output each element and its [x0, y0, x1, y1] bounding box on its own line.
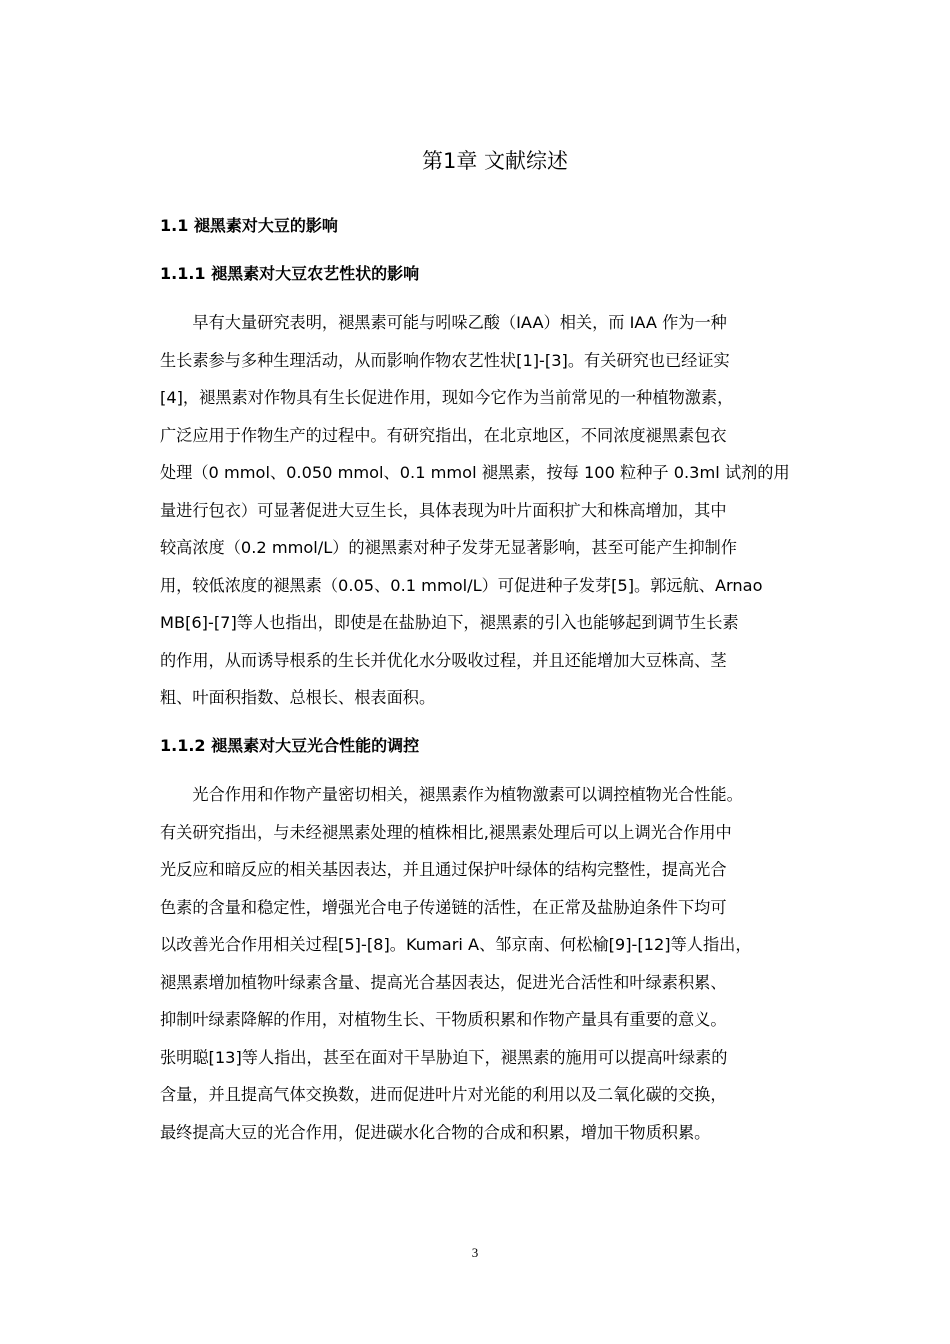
page-number: 3: [471, 1245, 479, 1260]
paragraph-line: 粗、叶面积指数、总根长、根表面积。: [160, 688, 436, 707]
paragraph-line: 褪黑素增加植物叶绿素含量、提高光合基因表达，促进光合活性和叶绿素积累、: [160, 972, 727, 992]
paragraph-line: 广泛应用于作物生产的过程中。有研究指出，在北京地区，不同浓度褪黑素包衣: [160, 425, 727, 445]
paragraph-line: 生长素参与多种生理活动，从而影响作物农艺性状[1]-[3]。有关研究也已经证实: [160, 350, 730, 370]
paragraph-line: 含量，并且提高气体交换数，进而促进叶片对光能的利用以及二氧化碳的交换，: [160, 1085, 727, 1104]
chapter-title: 第1章 文献综述: [421, 149, 569, 173]
paragraph-line: 用，较低浓度的褪黑素（0.05、0.1 mmol/L）可促进种子发芽[5]。郭远航、Arnao: [160, 575, 763, 595]
paragraph-photosynthesis: [160, 776, 840, 1151]
paragraph-line: 光合作用和作物产量密切相关，褪黑素作为植物激素可以调控植物光合性能。: [192, 785, 743, 804]
paragraph-line: 抑制叶绿素降解的作用，对植物生长、干物质积累和作物产量具有重要的意义。: [160, 1010, 727, 1029]
paragraph-line: 早有大量研究表明，褪黑素可能与吲哚乙酸（IAA）相关，而 IAA 作为一种: [192, 313, 727, 332]
paragraph-line: [4]，褪黑素对作物具有生长促进作用，现如今它作为当前常见的一种植物激素，: [160, 388, 734, 407]
paragraph-line: 光反应和暗反应的相关基因表达，并且通过保护叶绿体的结构完整性，提高光合: [160, 860, 727, 879]
paragraph-line: 有关研究指出，与未经褪黑素处理的植株相比,褪黑素处理后可以上调光合作用中: [160, 822, 732, 842]
section-heading-1-1: 1.1 褪黑素对大豆的影响: [160, 216, 338, 235]
paragraph-line: 量进行包衣）可显著促进大豆生长，具体表现为叶片面积扩大和株高增加，其中: [160, 500, 727, 520]
paragraph-agronomic-traits: [160, 304, 840, 717]
paragraph-line: 最终提高大豆的光合作用，促进碳水化合物的合成和积累，增加干物质积累。: [160, 1122, 711, 1142]
paragraph-line: 以改善光合作用相关过程[5]-[8]。Kumari A、邹京南、何松榆[9]-[12]等人指出，: [160, 935, 752, 954]
section-heading-1-1-1: 1.1.1 褪黑素对大豆农艺性状的影响: [160, 264, 420, 283]
section-heading-1-1-2: 1.1.2 褪黑素对大豆光合性能的调控: [160, 736, 420, 755]
paragraph-line: 色素的含量和稳定性，增强光合电子传递链的活性，在正常及盐胁迫条件下均可: [160, 897, 727, 917]
paragraph-line: 处理（0 mmol、0.050 mmol、0.1 mmol 褪黑素，按每 100 粒种子 0.3ml 试剂的用: [160, 463, 790, 482]
paragraph-line: 张明聪[13]等人指出，甚至在面对干旱胁迫下，褪黑素的施用可以提高叶绿素的: [160, 1047, 728, 1067]
paragraph-line: 较高浓度（0.2 mmol/L）的褪黑素对种子发芽无显著影响，甚至可能产生抑制作: [160, 538, 737, 557]
paragraph-line: MB[6]-[7]等人也指出，即使是在盐胁迫下，褪黑素的引入也能够起到调节生长素: [160, 613, 739, 632]
paragraph-line: 的作用，从而诱导根系的生长并优化水分吸收过程，并且还能增加大豆株高、茎: [160, 650, 727, 670]
